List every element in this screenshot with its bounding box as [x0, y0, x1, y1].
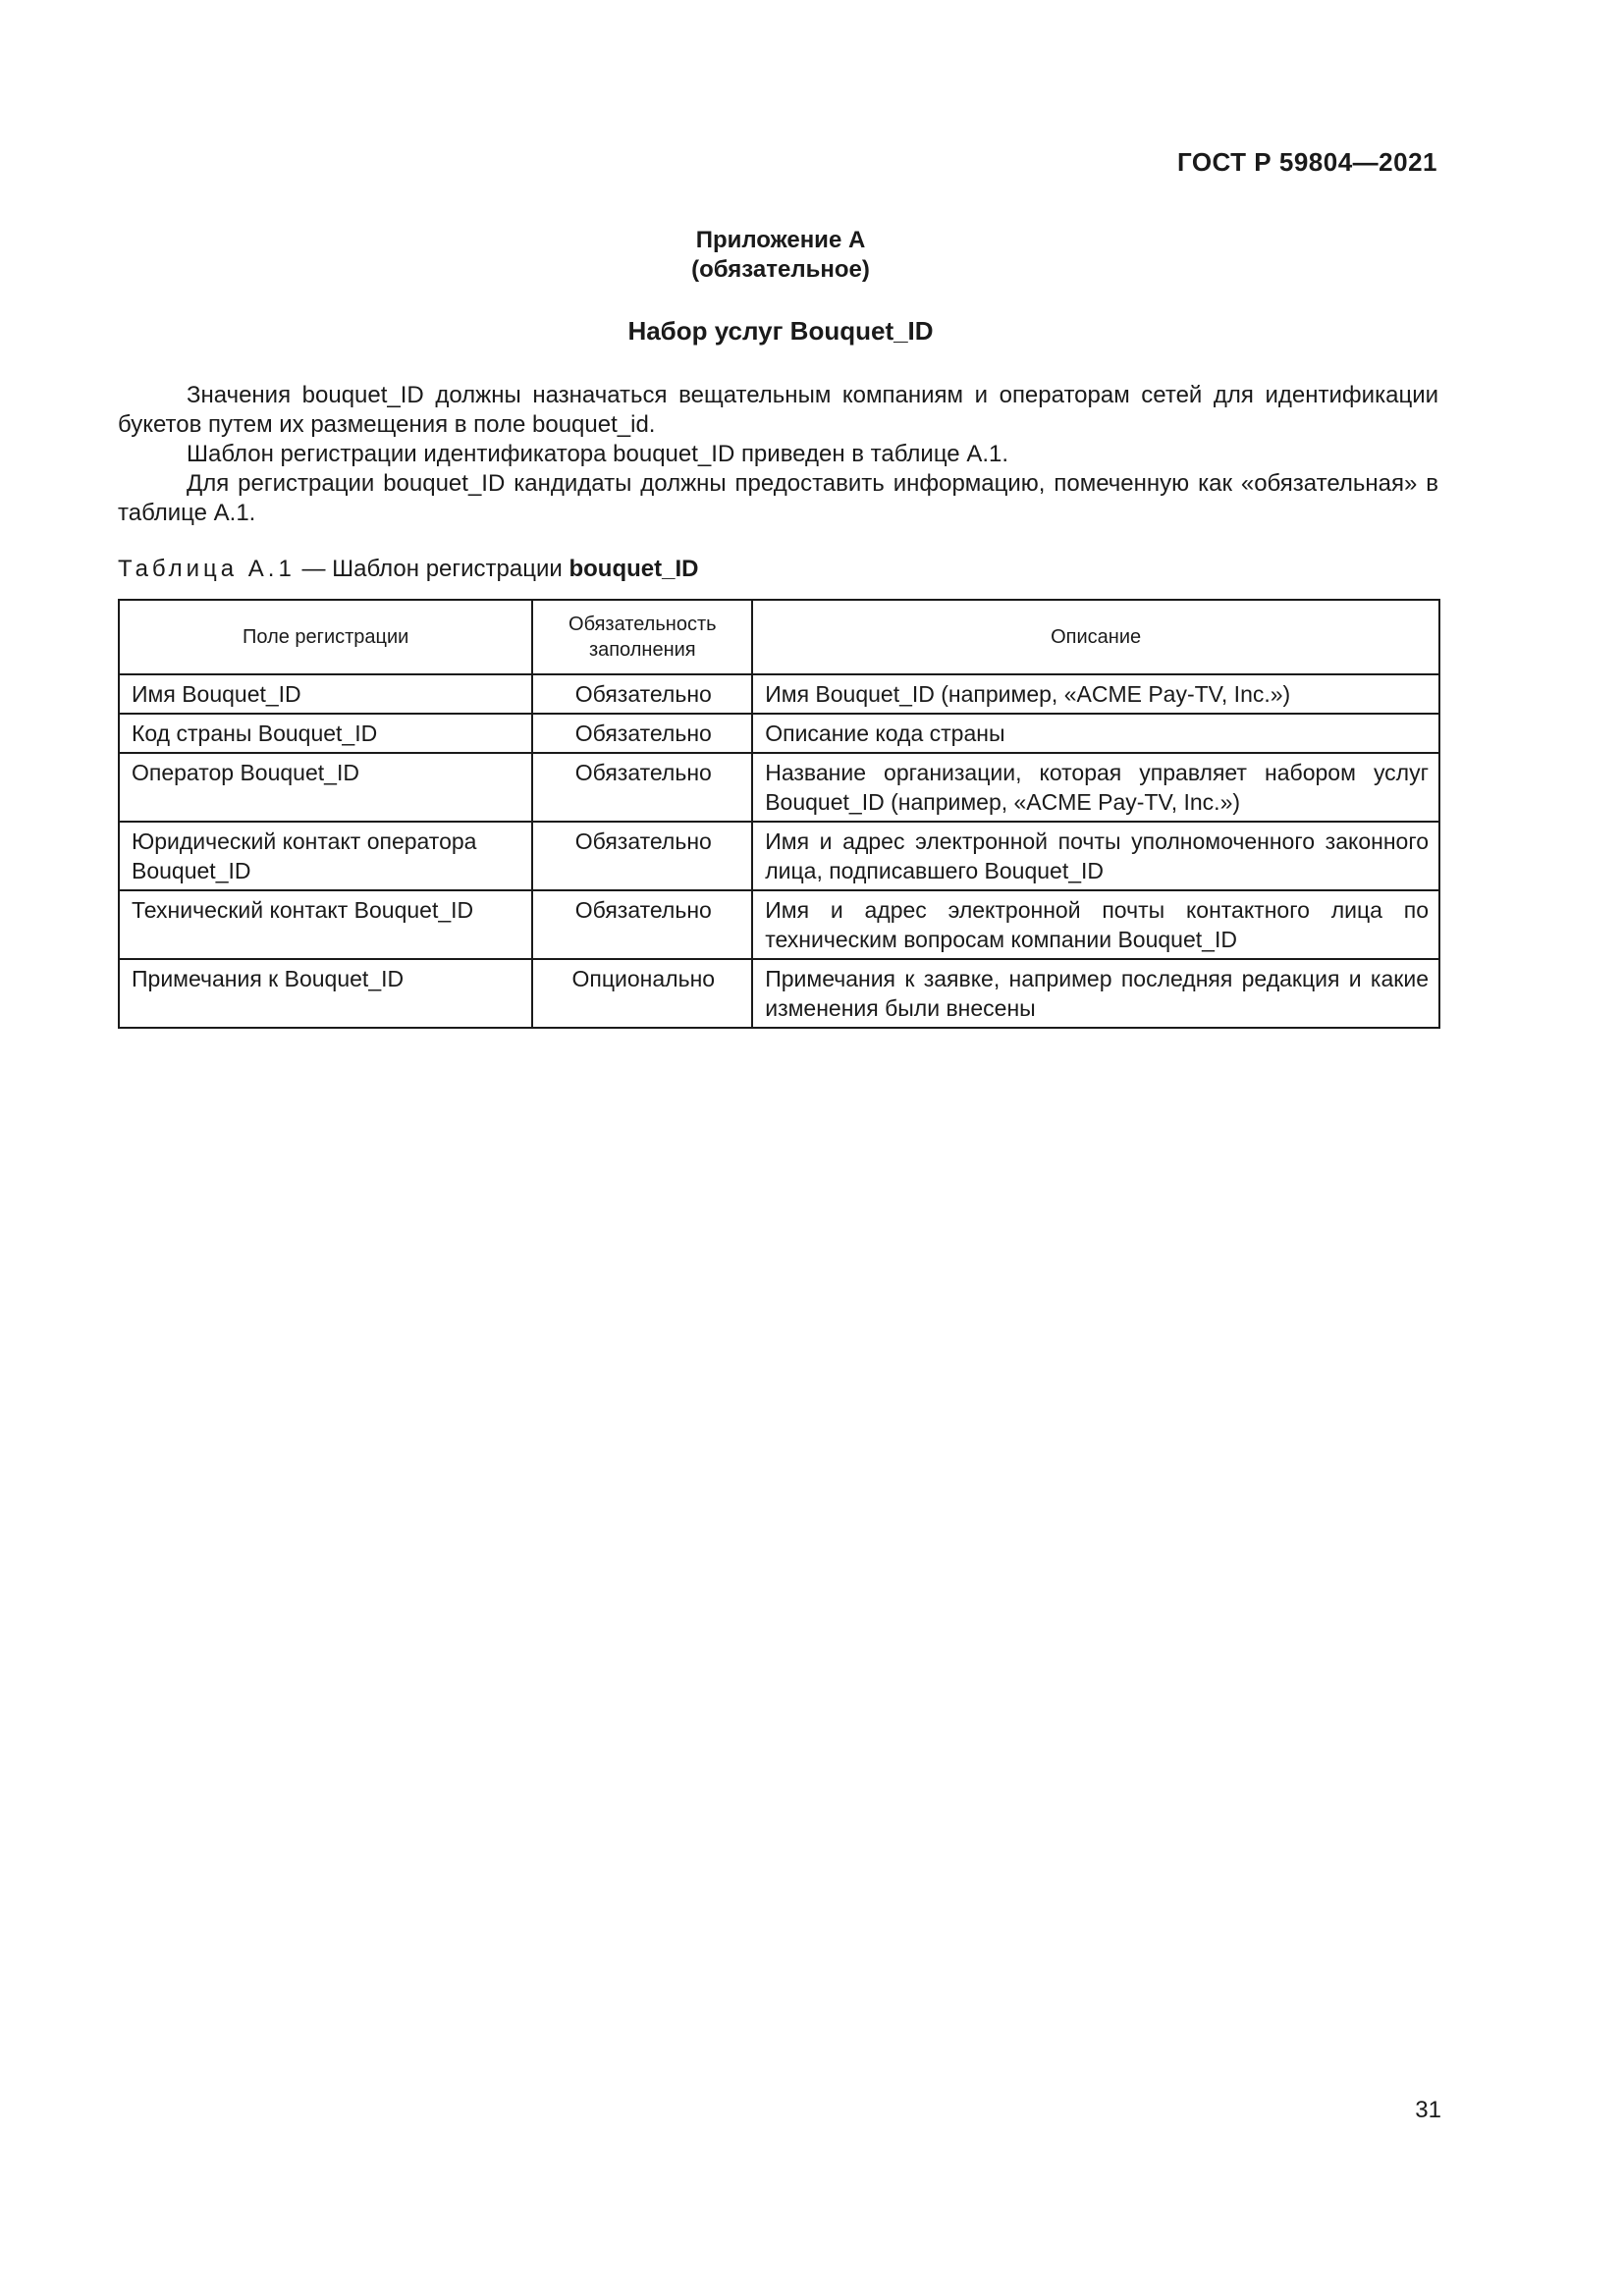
document-code: ГОСТ Р 59804—2021: [1176, 147, 1437, 177]
cell-description: Имя и адрес электронной почты контактного лица по техническим вопросам компании Bouquet_ID: [752, 890, 1439, 959]
paragraph: Шаблон регистрации идентификатора bouquet_ID приведен в таблице А.1.: [187, 441, 1009, 467]
paragraph: Значения bouquet_ID должны назначаться вещательным компаниям и операторам сетей для идентификации букетов путем их размещения в поле bouquet_id.: [118, 382, 1438, 438]
section-title: Набор услуг Bouquet_ID: [627, 316, 934, 346]
cell-description: Имя и адрес электронной почты уполномоченного законного лица, подписавшего Bouquet_ID: [752, 822, 1439, 890]
appendix-title: Приложение А: [695, 227, 866, 253]
table-row: [119, 890, 1439, 959]
cell-field: Юридический контакт оператора Bouquet_ID: [119, 822, 532, 890]
page-number: 31: [1415, 2097, 1441, 2123]
appendix-status: (обязательное): [691, 256, 870, 283]
table-caption: [118, 556, 698, 583]
column-header-field: Поле регистрации: [119, 600, 532, 674]
table-caption-text: — Шаблон регистрации: [295, 556, 569, 582]
cell-required: Опционально: [532, 959, 752, 1028]
cell-field: Код страны Bouquet_ID: [119, 714, 532, 753]
table-row: [119, 959, 1439, 1028]
paragraph: Для регистрации bouquet_ID кандидаты должны предоставить информацию, помеченную как «обязательная» в таблице А.1.: [118, 470, 1438, 526]
registration-table: [118, 599, 1440, 1029]
cell-field: Примечания к Bouquet_ID: [119, 959, 532, 1028]
table-row: [119, 674, 1439, 714]
column-header-required: Обязательность заполнения: [532, 600, 752, 674]
cell-field: Имя Bouquet_ID: [119, 674, 532, 714]
cell-required: Обязательно: [532, 674, 752, 714]
table-header-row: [119, 600, 1439, 674]
table-row: [119, 822, 1439, 890]
cell-description: Описание кода страны: [752, 714, 1439, 753]
body-text: [118, 381, 1438, 528]
column-header-description: Описание: [752, 600, 1439, 674]
cell-description: Примечания к заявке, например последняя редакция и какие изменения были внесены: [752, 959, 1439, 1028]
cell-field: Оператор Bouquet_ID: [119, 753, 532, 822]
cell-field: Технический контакт Bouquet_ID: [119, 890, 532, 959]
table-row: [119, 753, 1439, 822]
cell-description: Название организации, которая управляет набором услуг Bouquet_ID (например, «ACME Pay-TV, Inc.»): [752, 753, 1439, 822]
cell-required: Обязательно: [532, 753, 752, 822]
table-caption-label: Таблица А.1: [118, 556, 296, 582]
cell-description: Имя Bouquet_ID (например, «ACME Pay-TV, Inc.»): [752, 674, 1439, 714]
table-row: [119, 714, 1439, 753]
appendix-heading: [0, 226, 1561, 285]
cell-required: Обязательно: [532, 890, 752, 959]
table-caption-bold: bouquet_ID: [568, 556, 699, 582]
cell-required: Обязательно: [532, 714, 752, 753]
cell-required: Обязательно: [532, 822, 752, 890]
